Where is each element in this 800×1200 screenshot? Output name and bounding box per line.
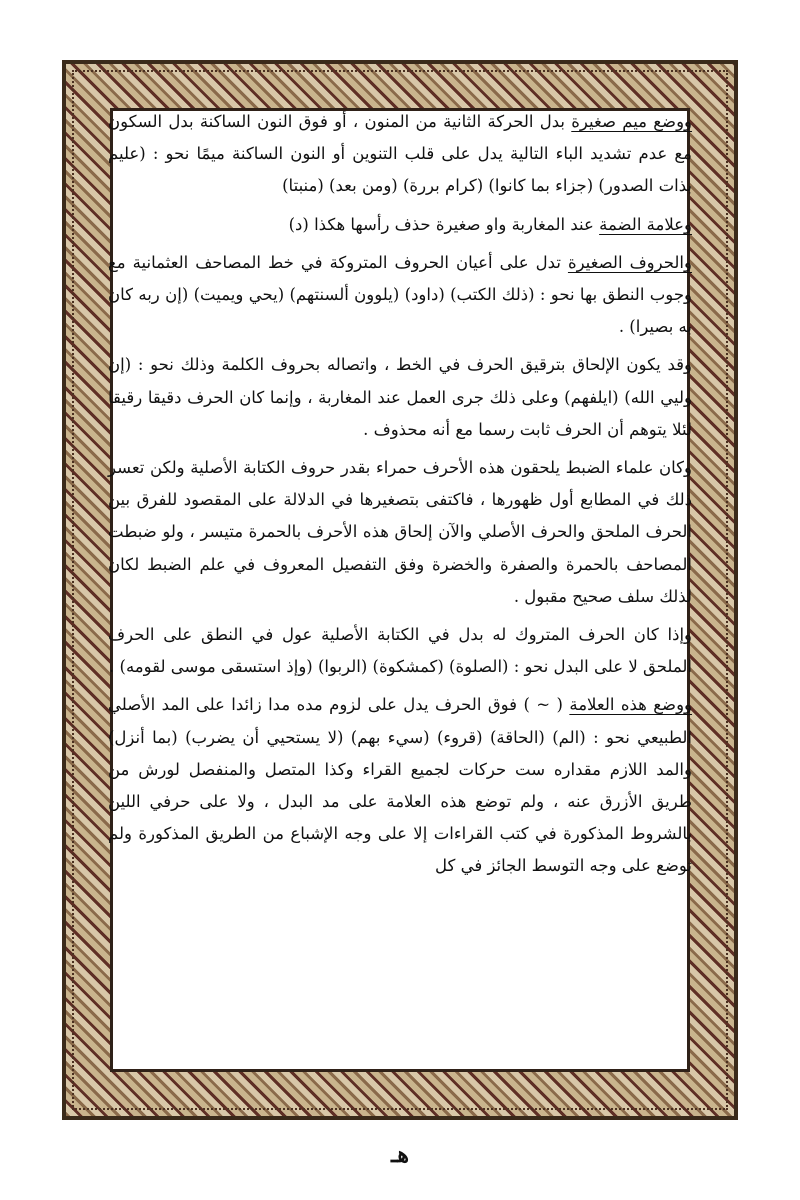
- paragraph-7-lead: ووضع هذه العلامة: [569, 695, 693, 715]
- paragraph-6: [108, 619, 692, 683]
- page-number: هـ: [390, 1142, 410, 1168]
- paragraph-7-text: ( ~ ) فوق الحرف يدل على لزوم مده مدا زائدا على المد الأصلي الطبيعي نحو : (الم) (الحاقة) (قروء) (سيء بهم) (لا يستحيي أن يضرب) (بما أنزل) والمد اللازم مقداره ست حركات لجميع القراء وكذا المتصل والمنفصل لورش من طريق الأزرق عنه ، ولم توضع هذه العلامة على مد البدل ، ولا على حرفي اللين بالشروط المذكورة في كتب القراءات إلا على وجه الإشباع من الطريق المذكورة ولم توضع على وجه التوسط الجائز في كل: [108, 695, 692, 876]
- paragraph-5: [108, 452, 692, 613]
- paragraph-6-text: وإذا كان الحرف المتروك له بدل في الكتابة الأصلية عول في النطق على الحرف الملحق لا على البدل نحو : (الصلوة) (كمشكوة) (الربوا) (وإذ استسقى موسى لقومه) .: [108, 625, 692, 677]
- paragraph-2: [108, 209, 692, 241]
- paragraph-3: [108, 247, 692, 344]
- paragraph-2-text: عند المغاربة واو صغيرة حذف رأسها هكذا (د): [288, 214, 600, 234]
- paragraph-7: [108, 689, 692, 882]
- paragraph-1-text: بدل الحركة الثانية من المنون ، أو فوق النون الساكنة بدل السكون مع عدم تشديد الباء التالية يدل على قلب التنوين أو النون الساكنة ميمًا نحو : (عليم بذات الصدور) (جزاء بما كانوا) (كرام بررة) (ومن بعد) (منبتا): [108, 112, 692, 196]
- paragraph-1: [108, 106, 692, 203]
- page-body: [108, 106, 692, 1042]
- paragraph-4-text: وقد يكون الإلحاق بترقيق الحرف في الخط ، واتصاله بحروف الكلمة وذلك نحو : (إن وليي الله) (ايلفهم) وعلى ذلك جرى العمل عند المغاربة ، وإنما كان الحرف دقيقا رقيقا لئلا يتوهم أن الحرف ثابت رسما مع أنه محذوف .: [108, 355, 692, 439]
- paragraph-4: [108, 349, 692, 446]
- paragraph-3-lead: والحروف الصغيرة: [567, 252, 692, 272]
- paragraph-2-lead: وعلامة الضمة: [599, 214, 692, 234]
- paragraph-1-lead: ووضع ميم صغيرة: [571, 112, 693, 131]
- paragraph-3-text: تدل على أعيان الحروف المتروكة في خط المصاحف العثمانية مع وجوب النطق بها نحو : (ذلك الكتب) (داود) (يلوون ألسنتهم) (يحي ويميت) (إن ربه كان به بصيرا) .: [108, 252, 692, 337]
- paragraph-5-text: وكان علماء الضبط يلحقون هذه الأحرف حمراء بقدر حروف الكتابة الأصلية ولكن تعسر ذلك في المطابع أول ظهورها ، فاكتفى بتصغيرها في الدلالة على المقصود للفرق بين الحرف الملحق والحرف الأصلي والآن إلحاق هذه الأحرف بالحمرة متيسر ، ولو ضبطت المصاحف بالحمرة والصفرة والخضرة وفق التفصيل المعروف في علم الضبط لكان لذلك سلف صحيح مقبول .: [108, 458, 692, 606]
